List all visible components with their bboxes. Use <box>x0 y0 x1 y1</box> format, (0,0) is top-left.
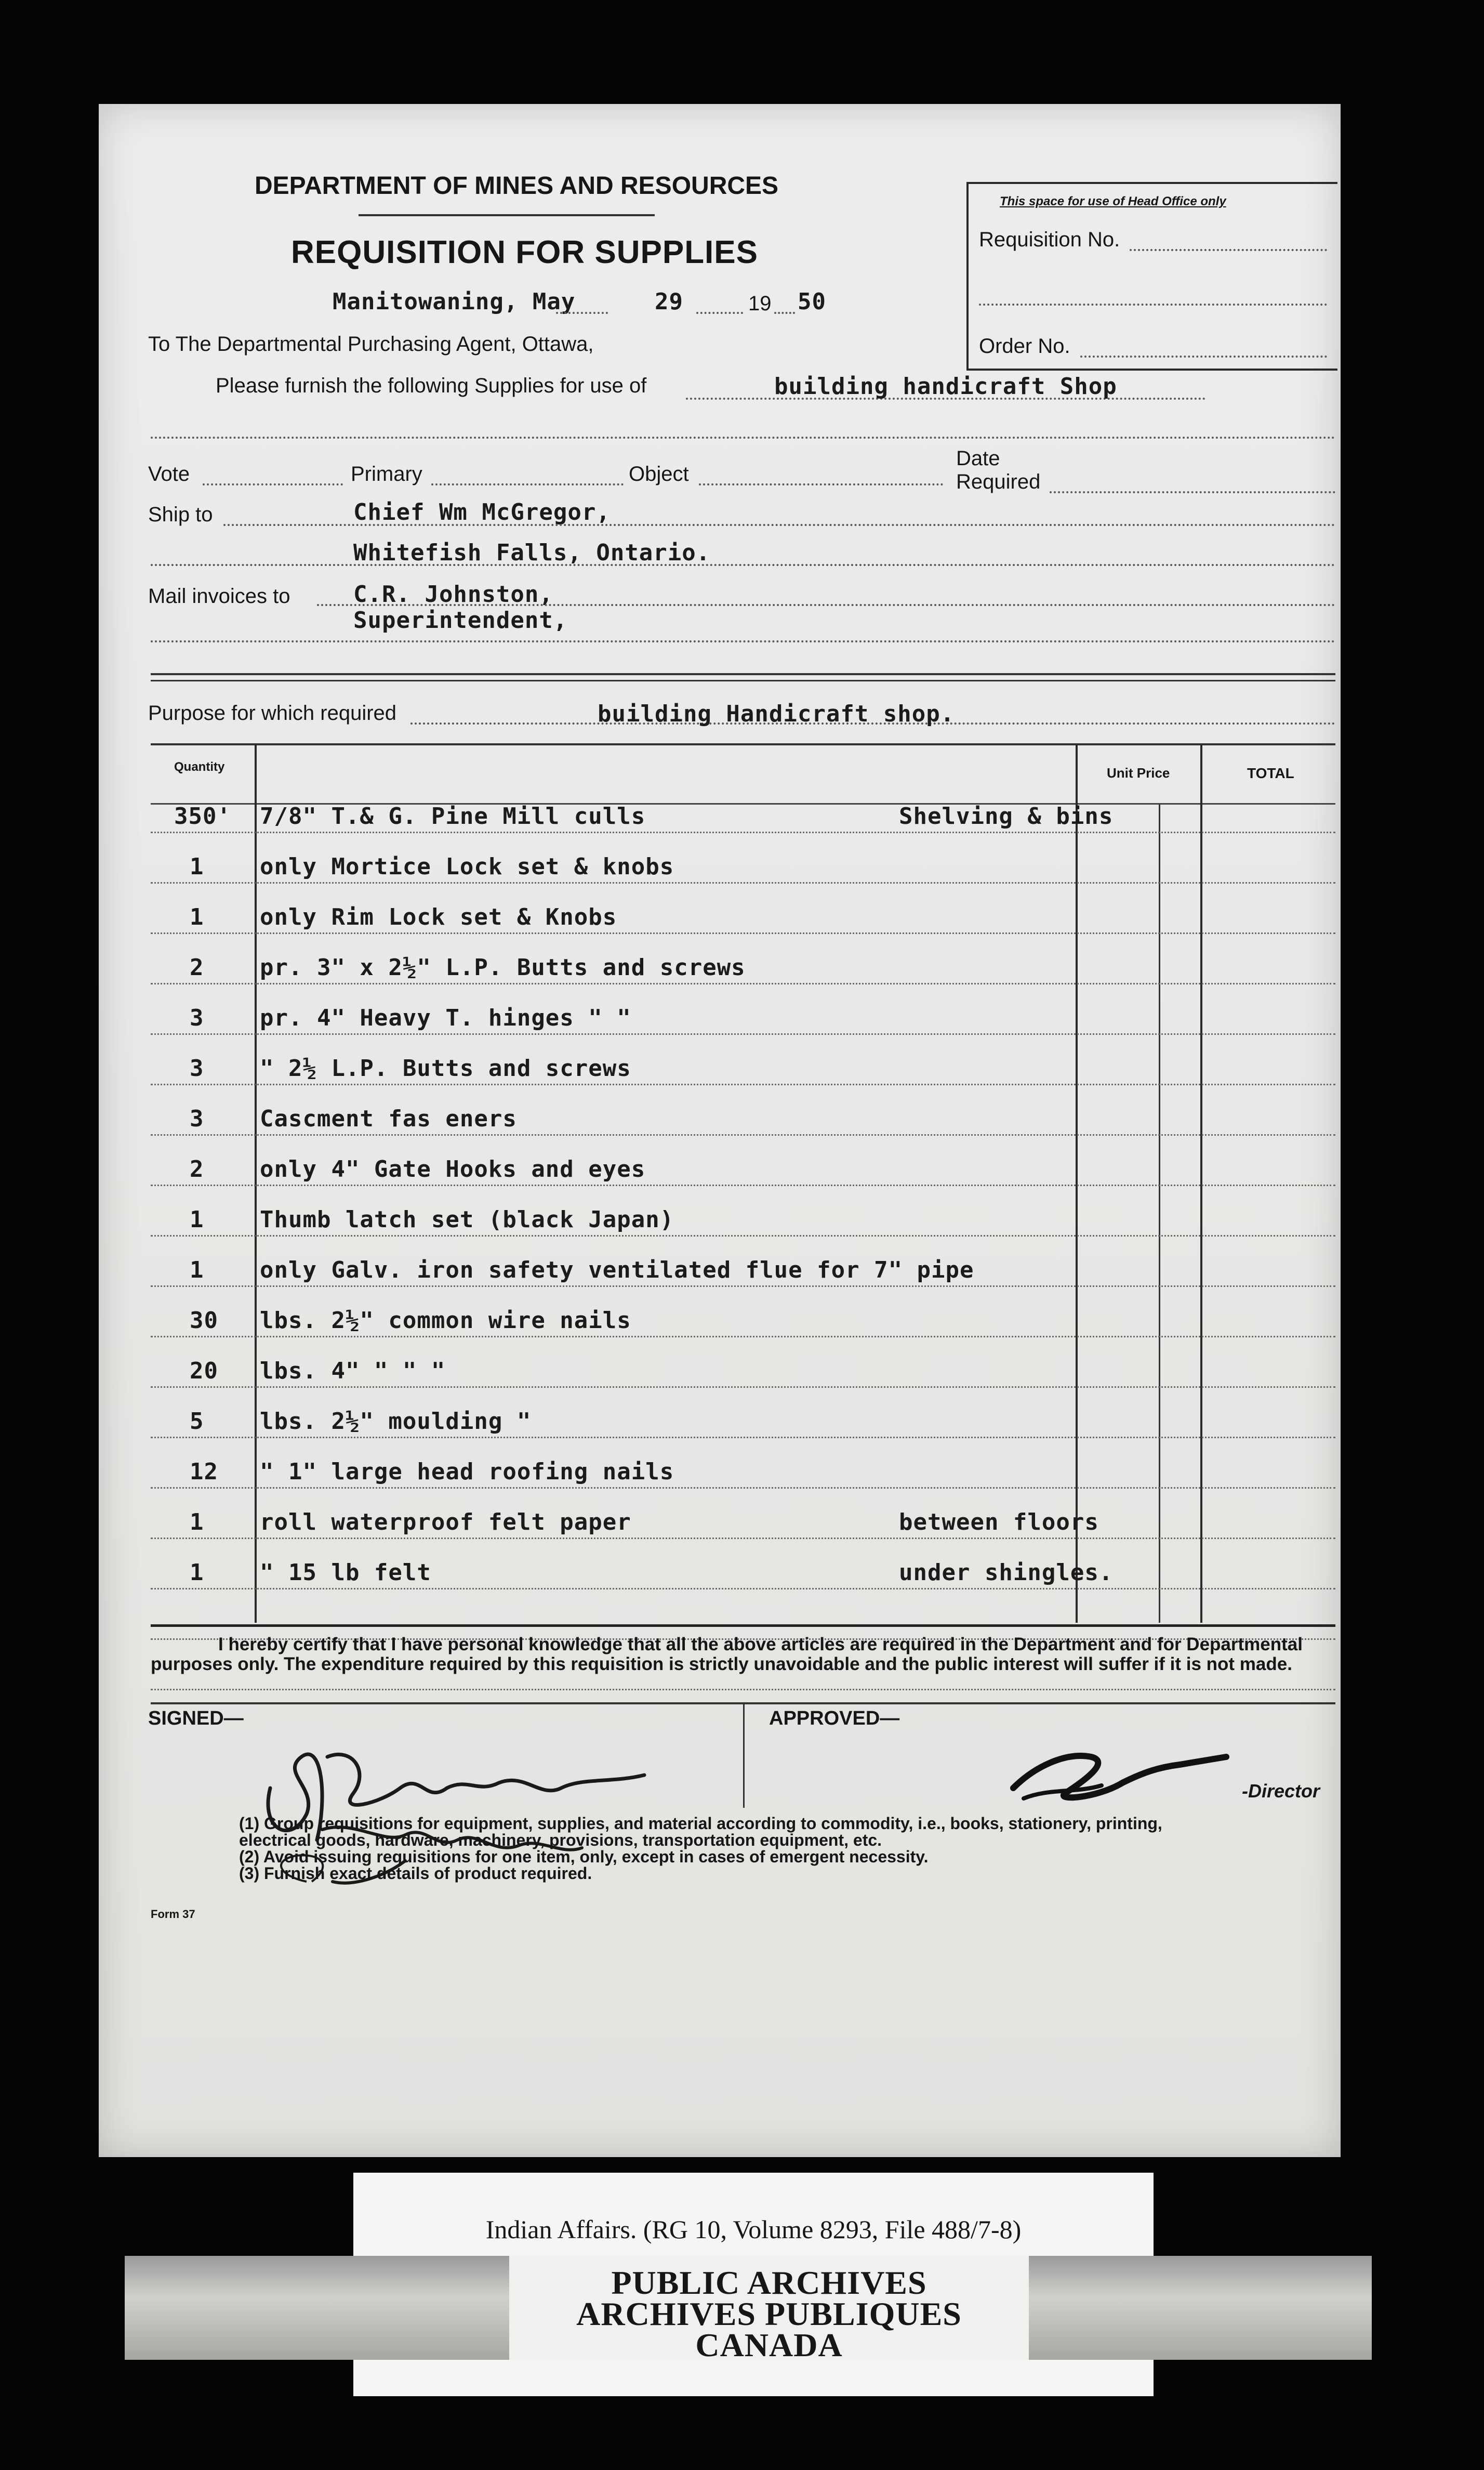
section-rule-bottom <box>151 680 1335 681</box>
unit-price-left-rule <box>1076 744 1078 1623</box>
purpose-label: Purpose for which required <box>148 702 397 725</box>
vote-dots <box>203 483 343 485</box>
row-quantity: 1 <box>190 1257 204 1283</box>
row-description: " 15 lb felt <box>260 1559 431 1586</box>
furnish-label: Please furnish the following Supplies for use of <box>216 374 647 397</box>
section-rule-top <box>151 673 1335 675</box>
ship-to-line-2: Whitefish Falls, Ontario. <box>353 540 711 566</box>
director-label: -Director <box>1242 1780 1320 1802</box>
row-rule <box>151 1285 1335 1287</box>
department-name: DEPARTMENT OF MINES AND RESOURCES <box>255 172 779 200</box>
ship-to-line-1: Chief Wm McGregor, <box>353 499 611 525</box>
row-description: only 4" Gate Hooks and eyes <box>260 1156 646 1183</box>
date-label: Date <box>956 447 1000 470</box>
unit-price-cents-rule <box>1159 805 1160 1623</box>
note-line-2: electrical goods, hardware, machinery, provisions, transportation equipment, etc. <box>239 1831 882 1849</box>
mail-invoices-label: Mail invoices to <box>148 585 290 608</box>
archive-reference: Indian Affairs. (RG 10, Volume 8293, File 488/7-8) <box>485 2215 1022 2244</box>
row-quantity: 2 <box>190 954 204 981</box>
row-quantity: 12 <box>190 1459 218 1485</box>
date-dots <box>556 312 608 314</box>
head-office-box <box>966 182 1337 371</box>
row-rule <box>151 983 1335 984</box>
object-dots <box>699 483 943 485</box>
row-rule <box>151 1084 1335 1085</box>
primary-dots <box>431 483 624 485</box>
approved-label: APPROVED— <box>769 1707 900 1729</box>
ship-to-label: Ship to <box>148 503 213 526</box>
table-bottom-rule <box>151 1624 1335 1627</box>
table-top-rule <box>151 743 1335 745</box>
mail-dots-1 <box>317 604 1335 606</box>
row-rule <box>151 1185 1335 1186</box>
row-rule <box>151 1235 1335 1237</box>
order-no-label: Order No. <box>979 335 1070 358</box>
requisition-no-dots <box>1130 249 1327 251</box>
object-label: Object <box>629 463 689 485</box>
row-note: under shingles. <box>899 1559 1114 1586</box>
head-office-caption: This space for use of Head Office only <box>1000 194 1226 208</box>
row-rule <box>151 1588 1335 1589</box>
row-description: Cascment fas eners <box>260 1106 517 1132</box>
row-description: " 1" large head roofing nails <box>260 1459 674 1485</box>
row-rule <box>151 1538 1335 1539</box>
date-day: 29 <box>655 288 683 315</box>
row-rule <box>151 1134 1335 1136</box>
row-description: Thumb latch set (black Japan) <box>260 1206 674 1233</box>
requisition-no-label: Requisition No. <box>979 228 1120 251</box>
row-note: between floors <box>899 1509 1099 1535</box>
unit-price-header: Unit Price <box>1107 765 1170 781</box>
primary-label: Primary <box>351 463 422 485</box>
vote-label: Vote <box>148 463 190 485</box>
note-line-1: (1) Group requisitions for equipment, supplies, and material according to commodity, i.e., books, stationery, printing, <box>239 1814 1162 1833</box>
row-description: only Mortice Lock set & knobs <box>260 853 674 880</box>
mail-invoices-line-1: C.R. Johnston, <box>353 581 553 608</box>
row-quantity: 2 <box>190 1156 204 1183</box>
requisition-blank-dots <box>979 304 1327 306</box>
header-rule <box>359 214 655 216</box>
row-rule <box>151 832 1335 833</box>
row-quantity: 3 <box>190 1106 204 1132</box>
row-rule <box>151 882 1335 884</box>
ship-to-dots-1 <box>223 524 1335 526</box>
day-dots <box>696 312 743 314</box>
furnish-value: building handicraft Shop <box>774 373 1117 400</box>
row-description: lbs. 2½" common wire nails <box>260 1307 631 1334</box>
row-quantity: 1 <box>190 1559 204 1586</box>
row-rule <box>151 1487 1335 1489</box>
row-rule <box>151 1336 1335 1337</box>
row-quantity: 1 <box>190 1509 204 1535</box>
note-line-3: (2) Avoid issuing requisitions for one item, only, except in cases of emergent necessity. <box>239 1847 929 1866</box>
row-description: lbs. 4" " " " <box>260 1358 446 1384</box>
row-rule <box>151 1386 1335 1388</box>
row-description: pr. 4" Heavy T. hinges " " <box>260 1005 631 1031</box>
archive-line-2: ARCHIVES PUBLIQUES <box>576 2295 962 2332</box>
ship-to-dots-2 <box>151 564 1335 566</box>
quantity-header: Quantity <box>174 760 225 774</box>
row-rule <box>151 932 1335 934</box>
row-description: roll waterproof felt paper <box>260 1509 631 1535</box>
row-quantity: 1 <box>190 1206 204 1233</box>
year-dots <box>774 312 795 314</box>
row-description: " 2½ L.P. Butts and screws <box>260 1055 631 1082</box>
mail-invoices-line-2: Superintendent, <box>353 607 568 634</box>
row-description: pr. 3" x 2½" L.P. Butts and screws <box>260 954 746 981</box>
row-quantity: 20 <box>190 1358 218 1384</box>
certification-text: I hereby certify that I have personal knowledge that all the above articles are required in the Department and for Departmental purposes only. The expenditure required by this requisition is strictly unavoidable and the public interest will suffer if it is not made. <box>151 1634 1303 1674</box>
total-header: TOTAL <box>1247 765 1294 781</box>
archive-line-3: CANADA <box>695 2327 843 2363</box>
year-prefix: 19 <box>748 292 772 315</box>
row-quantity: 3 <box>190 1055 204 1082</box>
row-rule <box>151 1033 1335 1035</box>
mail-dots-2 <box>151 640 1335 642</box>
row-quantity: 30 <box>190 1307 218 1334</box>
total-left-rule <box>1200 744 1202 1623</box>
purpose-value: building Handicraft shop. <box>598 701 955 727</box>
furnish-dots-2 <box>151 437 1335 439</box>
date-required-dots <box>1050 491 1335 493</box>
required-label: Required <box>956 470 1041 493</box>
row-quantity: 5 <box>190 1408 204 1435</box>
blank-row-rule <box>151 1689 1335 1690</box>
row-description: 7/8" T.& G. Pine Mill culls <box>260 803 646 830</box>
approver-signature <box>1003 1736 1242 1809</box>
signature-divider <box>743 1704 745 1808</box>
row-quantity: 1 <box>190 853 204 880</box>
form-title: REQUISITION FOR SUPPLIES <box>291 234 758 270</box>
requisition-form-sheet <box>99 104 1341 2157</box>
to-line: To The Departmental Purchasing Agent, Ottawa, <box>148 333 594 356</box>
row-note: Shelving & bins <box>899 803 1114 830</box>
row-rule <box>151 1437 1335 1438</box>
row-description: only Rim Lock set & Knobs <box>260 904 617 930</box>
row-description: lbs. 2½" moulding " <box>260 1408 532 1435</box>
year-suffix: 50 <box>798 288 826 315</box>
signed-label: SIGNED— <box>148 1707 244 1729</box>
row-quantity: 1 <box>190 904 204 930</box>
order-no-dots <box>1080 356 1327 358</box>
archive-line-1: PUBLIC ARCHIVES <box>611 2264 927 2301</box>
quantity-column-rule <box>255 744 257 1623</box>
note-line-4: (3) Furnish exact details of product required. <box>239 1864 592 1883</box>
place-date: Manitowaning, May <box>333 288 576 315</box>
row-quantity: 3 <box>190 1005 204 1031</box>
form-number: Form 37 <box>151 1908 195 1921</box>
row-quantity: 350' <box>174 803 231 830</box>
row-description: only Galv. iron safety ventilated flue for 7" pipe <box>260 1257 974 1283</box>
